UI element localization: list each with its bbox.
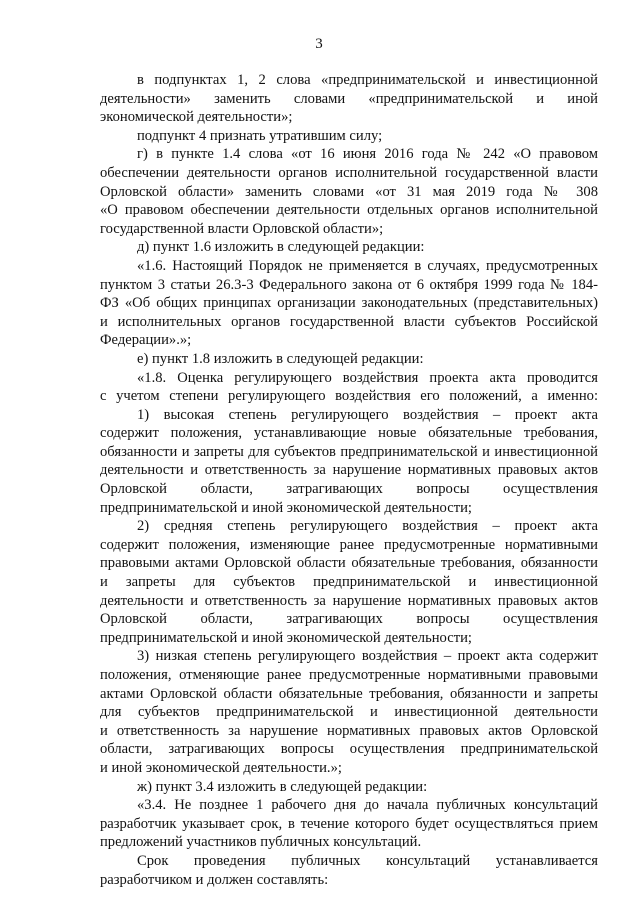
text-line: обеспечении деятельности органов исполнительной государственной власти <box>100 164 598 181</box>
text-line: деятельности и ответственность за нарушение нормативных правовых актов <box>100 462 598 479</box>
text-line: и ответственность за нарушение нормативных правовых актов Орловской <box>100 722 598 739</box>
text-line: в подпунктах 1, 2 слова «предпринимательской и инвестиционной <box>137 72 598 88</box>
text-line: и исполнительных органов государственной власти субъектов Российской <box>100 313 598 330</box>
text-line: предпринимательской и иной экономической деятельности; <box>100 629 472 646</box>
text-line: предложений участников публичных консультаций. <box>100 834 422 851</box>
text-line: пунктом 3 статьи 26.3-3 Федерального закона от 6 октября 1999 года № 184- <box>100 276 598 293</box>
text-line: ж) пункт 3.4 изложить в следующей редакции: <box>137 778 428 795</box>
text-line: предпринимательской и иной экономической деятельности; <box>100 499 472 516</box>
text-line: Федерации».»; <box>100 332 192 349</box>
text-line: и запреты для субъектов предпринимательской и инвестиционной <box>100 574 598 591</box>
text-line: Орловской области, затрагивающих вопросы осуществления <box>100 611 598 628</box>
text-line: е) пункт 1.8 изложить в следующей редакции: <box>137 350 424 367</box>
text-line: обязанности и запреты для субъектов предпринимательской и инвестиционной <box>100 443 598 460</box>
text-line: правовыми актами Орловской области обязательные требования, обязанности <box>100 555 598 572</box>
text-line: и иной экономической деятельности.»; <box>100 759 342 776</box>
text-line: с учетом степени регулирующего воздействия его положений, а именно: <box>100 388 598 405</box>
text-line: «1.6. Настоящий Порядок не применяется в случаях, предусмотренных <box>137 257 598 274</box>
text-line: положения, отменяющие ранее предусмотренные нормативными правовыми <box>100 667 598 683</box>
text-line: деятельности и ответственность за нарушение нормативных правовых актов <box>100 592 598 609</box>
text-line: д) пункт 1.6 изложить в следующей редакции: <box>137 239 425 256</box>
text-line: разработчиком и должен составлять: <box>100 871 329 888</box>
page-number: 3 <box>315 36 323 52</box>
text-line: подпункт 4 признать утратившим силу; <box>137 127 383 144</box>
text-line: Орловской области» заменить словами «от 31 мая 2019 года № 308 <box>100 183 598 200</box>
text-line: г) в пункте 1.4 слова «от 16 июня 2016 года № 242 «О правовом <box>137 146 598 163</box>
text-line: «1.8. Оценка регулирующего воздействия проекта акта проводится <box>137 369 598 386</box>
text-line: 2) средняя степень регулирующего воздействия – проект акта <box>137 518 598 535</box>
text-line: деятельности» заменить словами «предпринимательской и иной <box>100 90 598 107</box>
text-line: Срок проведения публичных консультаций устанавливается <box>137 852 598 869</box>
text-line: Орловской области, затрагивающих вопросы осуществления <box>100 481 598 498</box>
text-line: для субъектов предпринимательской и инвестиционной деятельности <box>100 704 598 721</box>
text-line: экономической деятельности»; <box>100 109 293 126</box>
text-line: «3.4. Не позднее 1 рабочего дня до начала публичных консультаций <box>137 797 598 814</box>
document-body <box>100 71 598 889</box>
text-line: «О правовом обеспечении деятельности отдельных органов исполнительной <box>100 202 598 219</box>
text-line: 3) низкая степень регулирующего воздействия – проект акта содержит <box>137 648 598 665</box>
text-line: области, затрагивающих вопросы осуществления предпринимательской <box>100 741 598 758</box>
text-line: разработчик указывает срок, в течение которого будет осуществляться прием <box>100 815 598 832</box>
text-line: актами Орловской области обязательные требования, обязанности и запреты <box>100 685 598 702</box>
text-line: содержит положения, устанавливающие новые обязательные требования, <box>100 425 598 442</box>
text-line: ФЗ «Об общих принципах организации законодательных (представительных) <box>100 295 598 312</box>
text-line: государственной власти Орловской области»; <box>100 220 384 237</box>
text-line: 1) высокая степень регулирующего воздействия – проект акта <box>137 406 598 423</box>
text-line: содержит положения, изменяющие ранее предусмотренные нормативными <box>100 536 598 553</box>
